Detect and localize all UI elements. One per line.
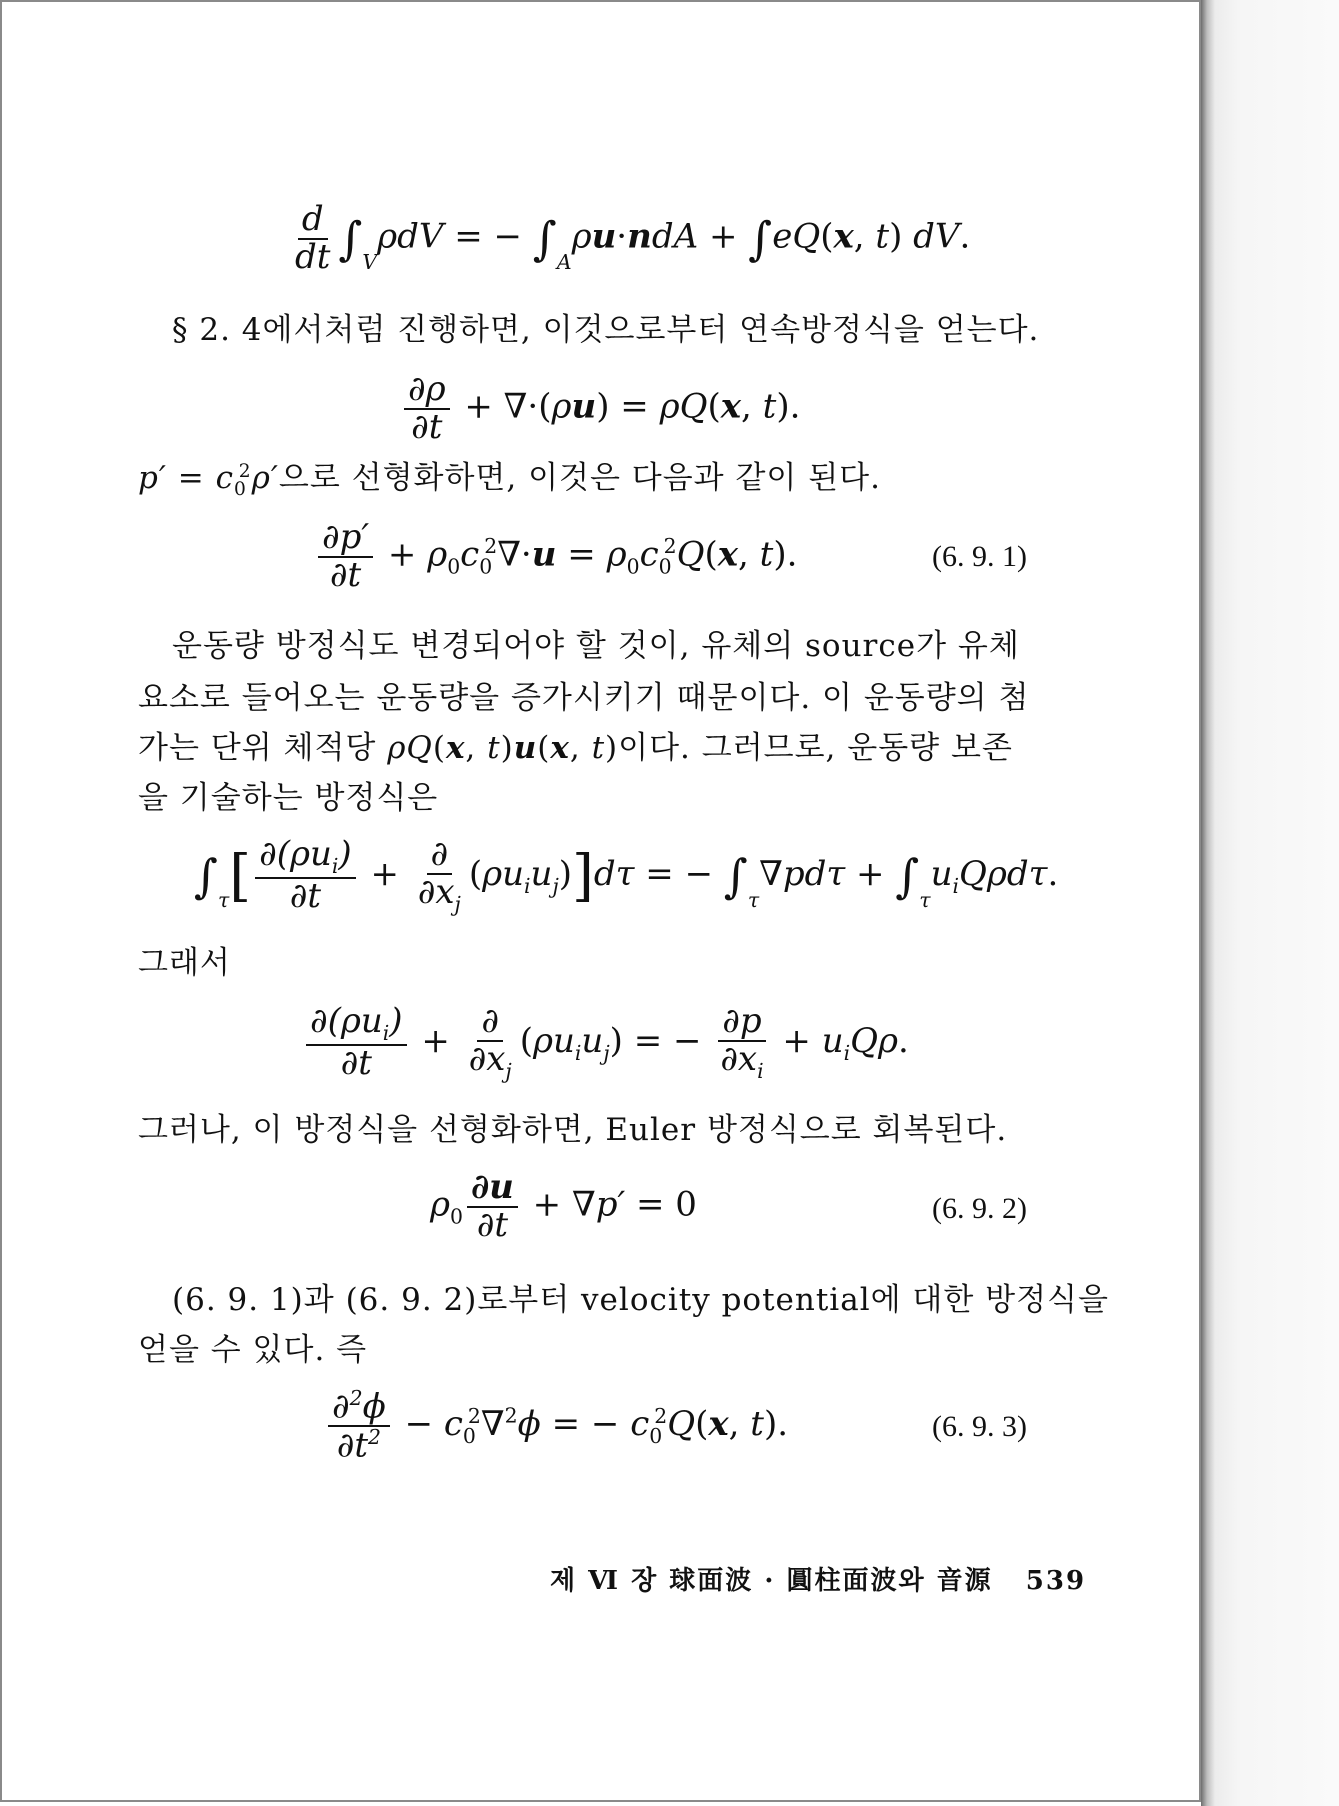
paragraph-linearize: $p' = c_0^2\rho'$으로 선형화하면, 이것은 다음과 같이 된다. [138, 460, 881, 501]
paragraph-euler: 그러나, 이 방정식을 선형화하면, Euler 방정식으로 회복된다. [138, 1112, 1008, 1148]
paragraph-momentum-line4: 을 기술하는 방정식은 [138, 780, 439, 816]
paragraph-therefore: 그래서 [138, 945, 231, 981]
equation-number-6-9-2: (6. 9. 2) [932, 1192, 1027, 1225]
momentum-differential-equation: $\frac{\partial(\rho u_i)}{\partial t}$ + $\frac{\partial}{\partial x_j}$ $(\rho u_iu_j)$ = − $\frac{\partial p}{\partial x_i}$ + $u_iQ\rho$. [302, 1004, 909, 1082]
footer-chapter: 제 Ⅵ 장 球面波 · 圓柱面波와 音源 [550, 1566, 993, 1596]
equation-number-6-9-3: (6. 9. 3) [932, 1410, 1027, 1443]
footer-page-number: 539 [1025, 1566, 1087, 1596]
paragraph-momentum-line1: 운동량 방정식도 변경되어야 할 것이, 유체의 source가 유체 [172, 628, 1020, 664]
momentum-integral-equation: $\int_\tau$[ $\frac{\partial(\rho u_i)}{\partial t}$ + $\frac{\partial}{\partial x_j}$ $(\rho u_iu_j)]d\tau$ = − $\int_\tau\nabla pd\tau + \int_\tau u_iQ\rho d\tau$. [194, 834, 1059, 917]
paragraph-velocity-potential-line2: 얻을 수 있다. 즉 [138, 1332, 368, 1368]
paragraph-velocity-potential-line1: (6. 9. 1)과 (6. 9. 2)로부터 velocity potential에 대한 방정식을 [172, 1282, 1109, 1318]
equation-6-9-3: $\frac{\partial^2\phi}{\partial t^2}$ − $c_0^2\nabla^2\phi$ = − $c_0^2Q(x$, t). [324, 1388, 788, 1464]
paragraph-momentum-line3: 가는 단위 체적당 ρQ(x, t)u(x, t)이다. 그러므로, 운동량 보존 [138, 730, 1013, 766]
equation-6-9-2: $\rho_0$ $\frac{\partial u}{\partial t}$ + ∇p′ = 0 [430, 1167, 697, 1245]
integral-conservation-equation: $\frac{d}{dt}$ $\int_V\rho dV$ = − $\int_A\rho u\cdot ndA + \int eQ(x$, t) dV. [295, 199, 971, 277]
continuity-equation: $\frac{\partial\rho}{\partial t}$ + ∇·(ρu) = ρQ(x, t). [400, 372, 800, 445]
paragraph-continuity-intro: § 2. 4에서처럼 진행하면, 이것으로부터 연속방정식을 얻는다. [172, 312, 1040, 348]
page-edge-shadow [1201, 0, 1339, 1806]
equation-6-9-1: $\frac{\partial p'}{\partial t}$ + $\rho_0c_0^2\nabla\cdot u = \rho_0c_0^2Q(x$, t). [314, 520, 797, 593]
paragraph-momentum-line3-a: 가는 단위 체적당 [138, 730, 388, 766]
paragraph-linearize-text: 으로 선형화하면, 이것은 다음과 같이 된다. [278, 460, 881, 496]
equation-number-6-9-1: (6. 9. 1) [932, 540, 1027, 573]
page-footer [550, 1560, 1086, 1597]
paragraph-momentum-line3-b: 이다. 그러므로, 운동량 보존 [618, 730, 1013, 766]
paragraph-momentum-line2: 요소로 들어오는 운동량을 증가시키기 때문이다. 이 운동량의 첨 [138, 680, 1030, 716]
